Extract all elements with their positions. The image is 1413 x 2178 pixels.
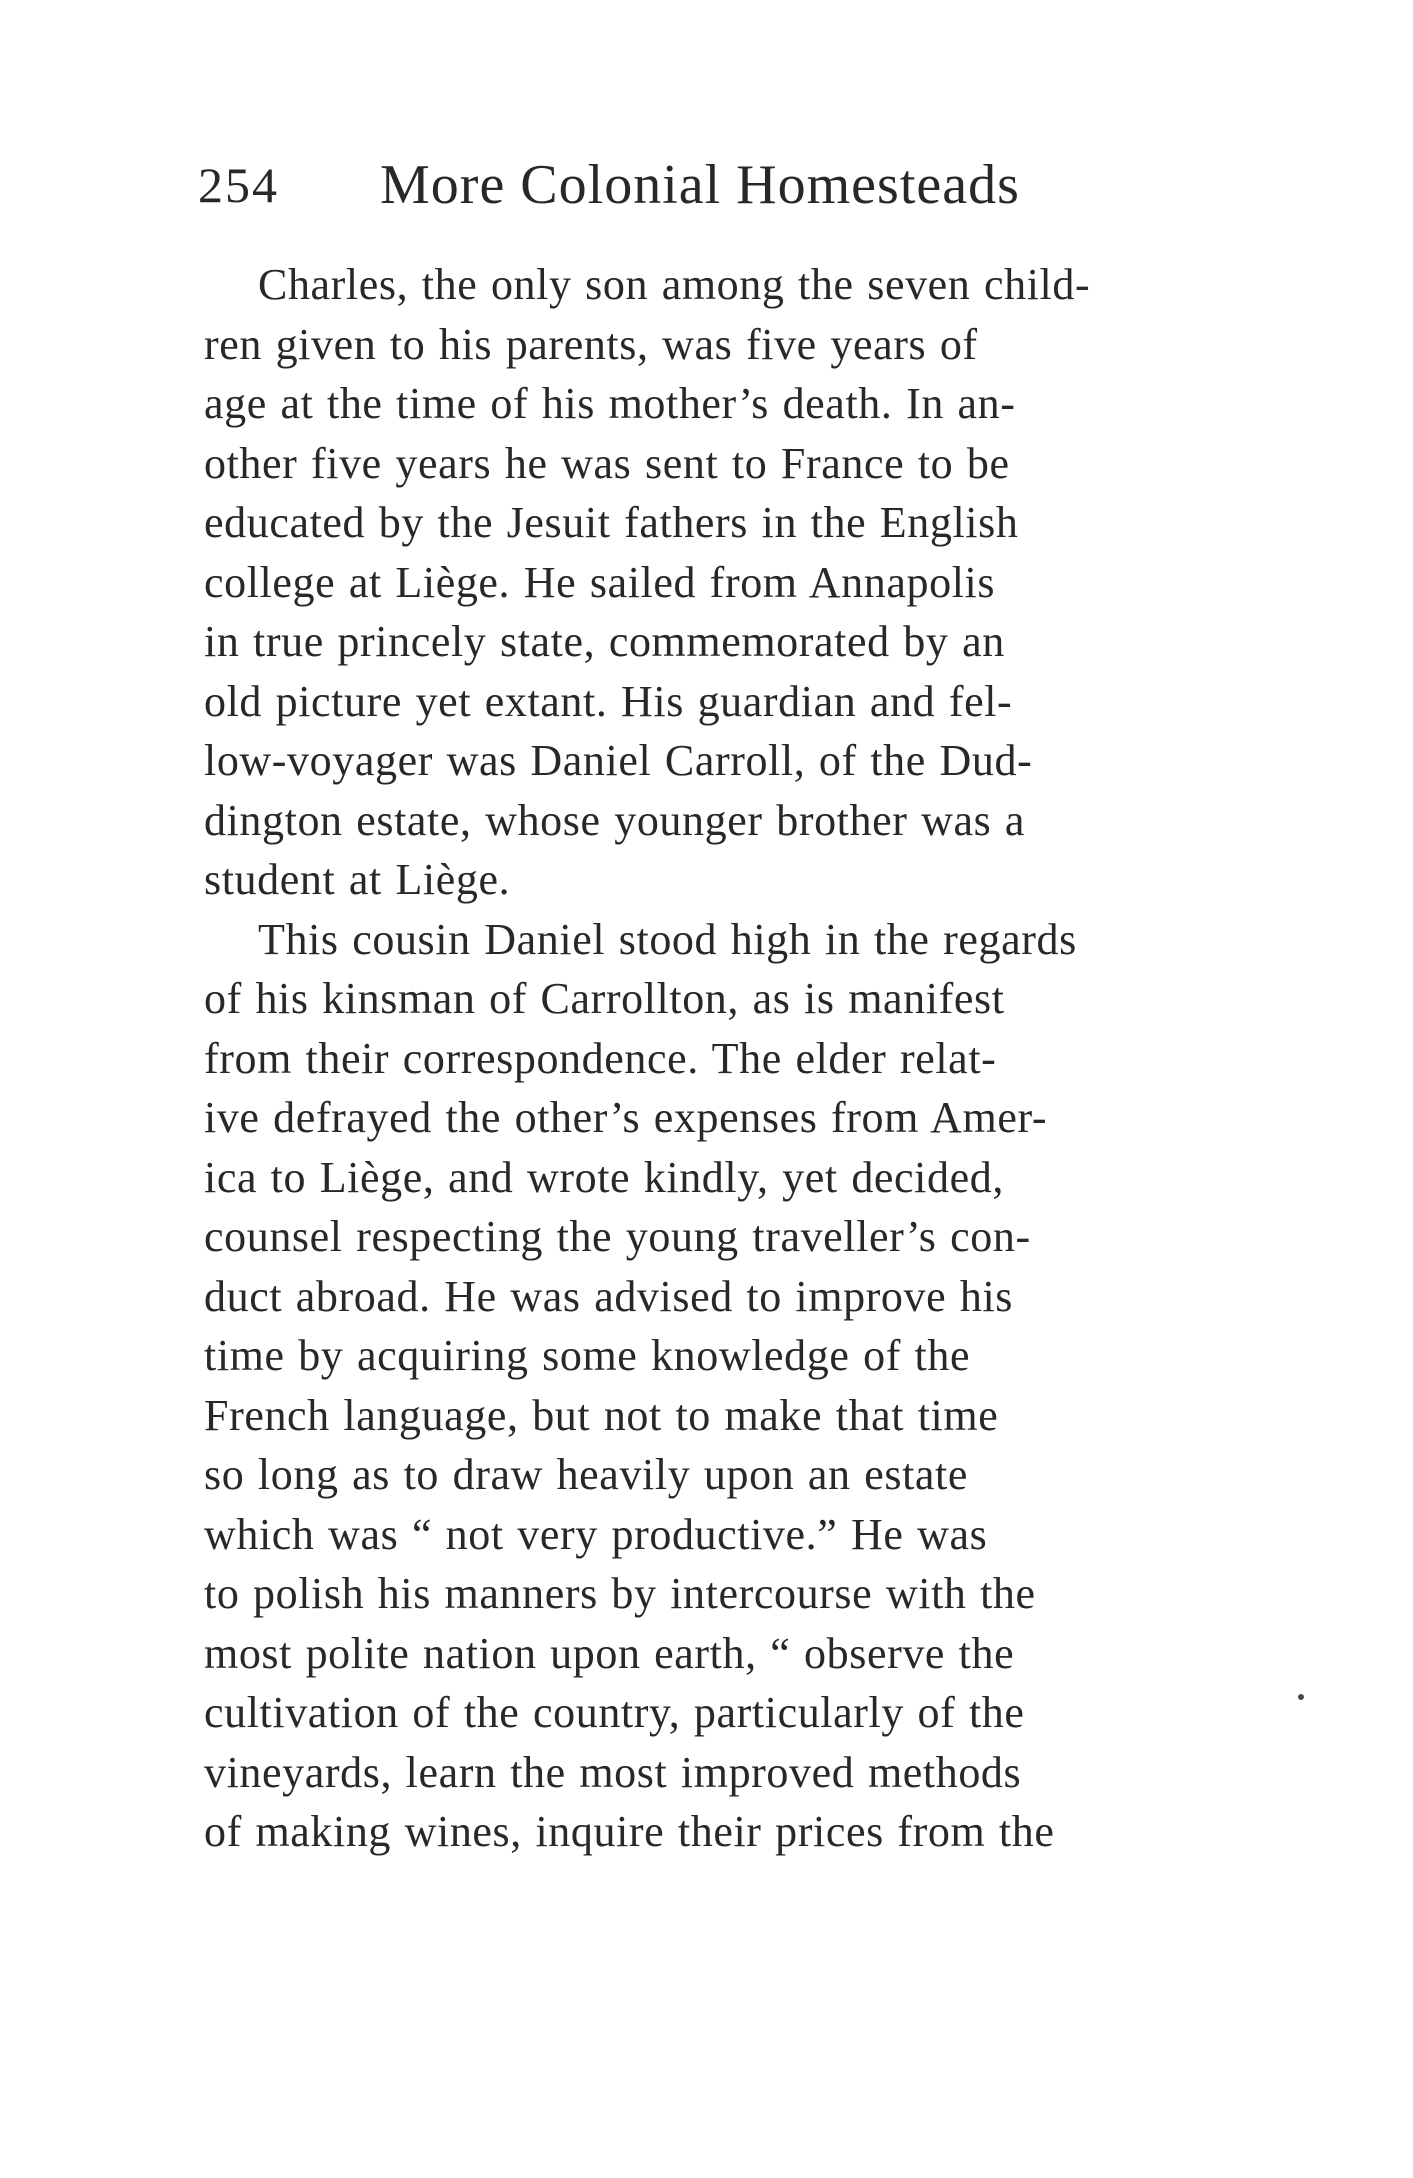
text-line: cultivation of the country, particularly of the: [204, 1688, 1025, 1737]
text-line: This cousin Daniel stood high in the regards: [258, 915, 1077, 964]
text-line: educated by the Jesuit fathers in the English: [204, 498, 1019, 547]
text-line: counsel respecting the young traveller’s con-: [204, 1212, 1031, 1261]
text-line: of his kinsman of Carrollton, as is manifest: [204, 974, 1005, 1023]
text-line: old picture yet extant. His guardian and fel-: [204, 677, 1013, 726]
text-line: student at Liège.: [204, 855, 511, 904]
text-line: low-voyager was Daniel Carroll, of the Dud-: [204, 736, 1033, 785]
text-line: French language, but not to make that time: [204, 1391, 999, 1440]
margin-speck: [1298, 1694, 1304, 1700]
text-line: time by acquiring some knowledge of the: [204, 1331, 971, 1380]
running-title: More Colonial Homesteads: [380, 154, 1020, 216]
text-line: ica to Liège, and wrote kindly, yet decided,: [204, 1153, 1004, 1202]
text-line: to polish his manners by intercourse with the: [204, 1569, 1036, 1618]
text-line: so long as to draw heavily upon an estate: [204, 1450, 968, 1499]
running-head: [198, 150, 1218, 220]
text-line: other five years he was sent to France to be: [204, 439, 1010, 488]
text-line: ren given to his parents, was five years of: [204, 320, 978, 369]
text-line: most polite nation upon earth, “ observe the: [204, 1629, 1015, 1678]
text-line: college at Liège. He sailed from Annapolis: [204, 558, 996, 607]
page-number: 254: [198, 157, 279, 213]
text-line: dington estate, whose younger brother was a: [204, 796, 1026, 845]
text-line: age at the time of his mother’s death. In an-: [204, 379, 1016, 428]
text-line: Charles, the only son among the seven child-: [258, 260, 1091, 309]
text-line: from their correspondence. The elder relat-: [204, 1034, 997, 1083]
text-line: vineyards, learn the most improved methods: [204, 1748, 1022, 1797]
text-line: which was “ not very productive.” He was: [204, 1510, 988, 1559]
text-line: in true princely state, commemorated by an: [204, 617, 1005, 666]
text-line: of making wines, inquire their prices from the: [204, 1807, 1055, 1856]
text-line: ive defrayed the other’s expenses from Amer-: [204, 1093, 1048, 1142]
text-line: duct abroad. He was advised to improve his: [204, 1272, 1014, 1321]
